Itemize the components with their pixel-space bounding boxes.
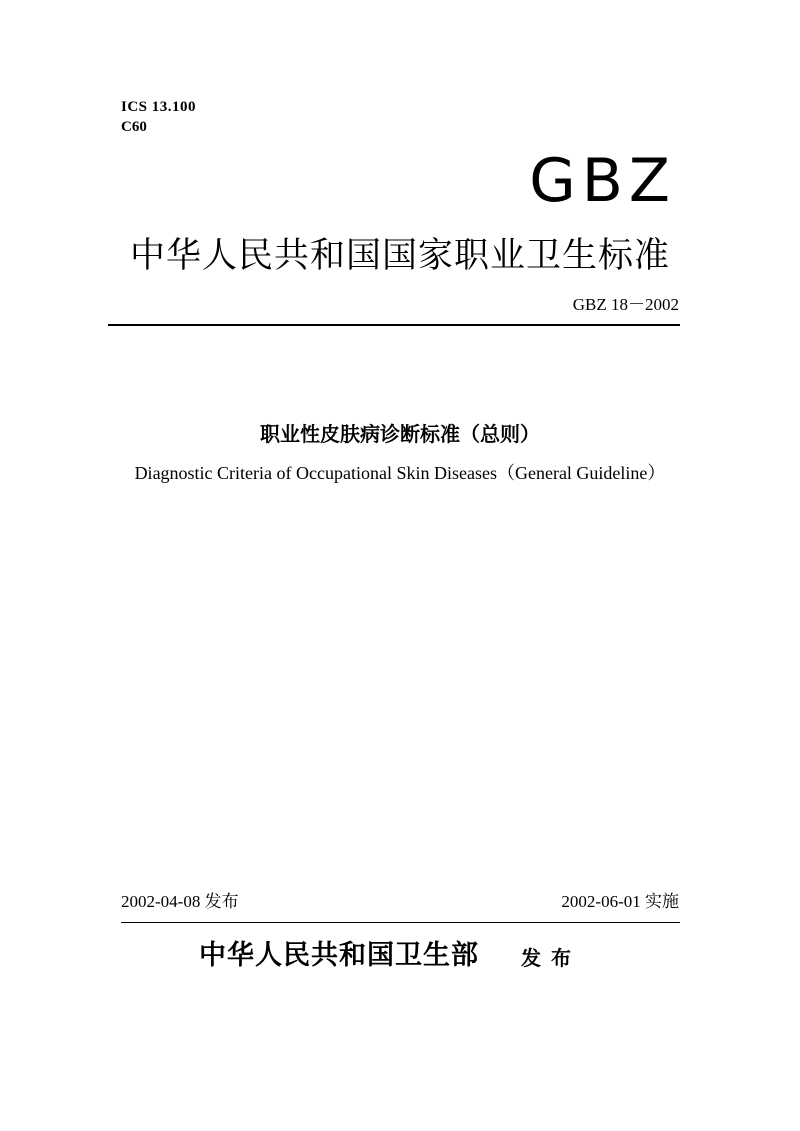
header-divider (108, 324, 680, 326)
ics-code: ICS 13.100 (121, 99, 197, 115)
issue-date: 2002-04-08 发布 (121, 892, 239, 911)
implementation-date: 2002-06-01 实施 (561, 892, 679, 911)
gbz-standard-mark: GBZ (529, 146, 676, 216)
standard-body-title: 中华人民共和国国家职业卫生标准 (129, 236, 670, 276)
document-title-english: Diagnostic Criteria of Occupational Skin Diseases（General Guideline） (134, 463, 666, 483)
standard-number: GBZ 18－2002 (572, 295, 679, 314)
issuing-authority: 中华人民共和国卫生部 (199, 940, 479, 971)
issued-label: 发布 (521, 946, 581, 970)
ccs-code: C60 (121, 119, 147, 135)
document-title-chinese: 职业性皮肤病诊断标准（总则） (260, 422, 540, 446)
footer-divider (121, 922, 680, 923)
